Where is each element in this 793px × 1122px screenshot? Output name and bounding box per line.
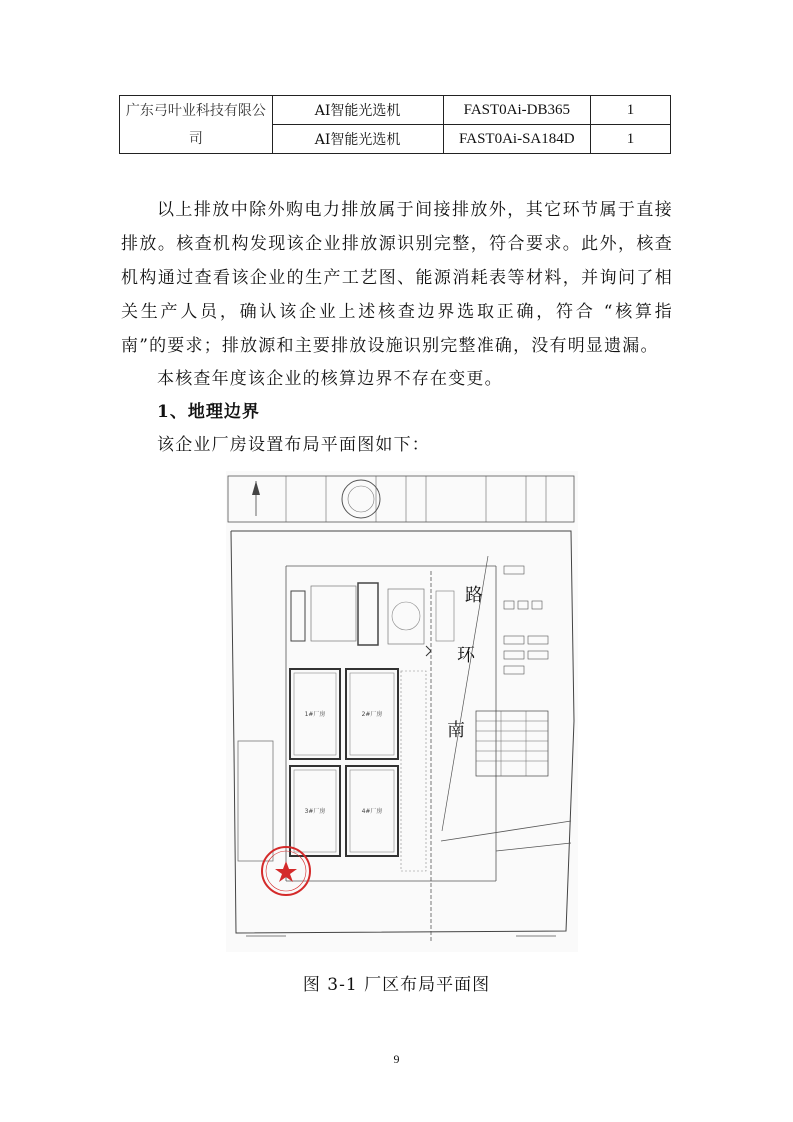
building-label: 1#厂房 bbox=[304, 711, 326, 718]
equipment-name-cell: AI智能光选机 bbox=[272, 125, 443, 154]
equipment-name-cell: AI智能光选机 bbox=[272, 96, 443, 125]
table-row bbox=[120, 96, 671, 125]
page-number: 9 bbox=[393, 1052, 400, 1066]
building-label: 2#厂房 bbox=[361, 711, 383, 718]
paragraph-layout-intro: 该企业厂房设置布局平面图如下： bbox=[157, 435, 430, 455]
road-name-char: 南 bbox=[447, 720, 465, 741]
equipment-model-cell: FAST0Ai-DB365 bbox=[443, 96, 591, 125]
road-name-char: 环 bbox=[457, 645, 475, 666]
equipment-model-cell: FAST0Ai-SA184D bbox=[443, 125, 591, 154]
section-heading-geographic-boundary: 1、地理边界 bbox=[157, 402, 260, 422]
equipment-qty-cell: 1 bbox=[591, 125, 671, 154]
road-name-char: 路 bbox=[465, 585, 483, 606]
paragraph-emission-sources: 以上排放中除外购电力排放属于间接排放外，其它环节属于直接排放。核查机构发现该企业排放源识别完整，符合要求。此外，核查机构通过查看该企业的生产工艺图、能源消耗表等材料，并询问了相关生产人员，确认该企业上述核查边界选取正确，符合 “核算指南”的要求；排放源和主要排放设施识别完整准确，没有明显遗漏。 bbox=[121, 200, 673, 356]
figure-caption: 图 3-1 厂区布局平面图 bbox=[302, 975, 491, 995]
site-layout-drawing bbox=[226, 471, 578, 952]
building-label: 3#厂房 bbox=[304, 808, 326, 815]
building-label: 4#厂房 bbox=[361, 808, 383, 815]
equipment-table bbox=[119, 95, 671, 154]
equipment-qty-cell: 1 bbox=[591, 96, 671, 125]
company-cell: 广东弓叶业科技有限公司 bbox=[120, 96, 273, 154]
paragraph-boundary-change: 本核查年度该企业的核算边界不存在变更。 bbox=[157, 369, 503, 389]
